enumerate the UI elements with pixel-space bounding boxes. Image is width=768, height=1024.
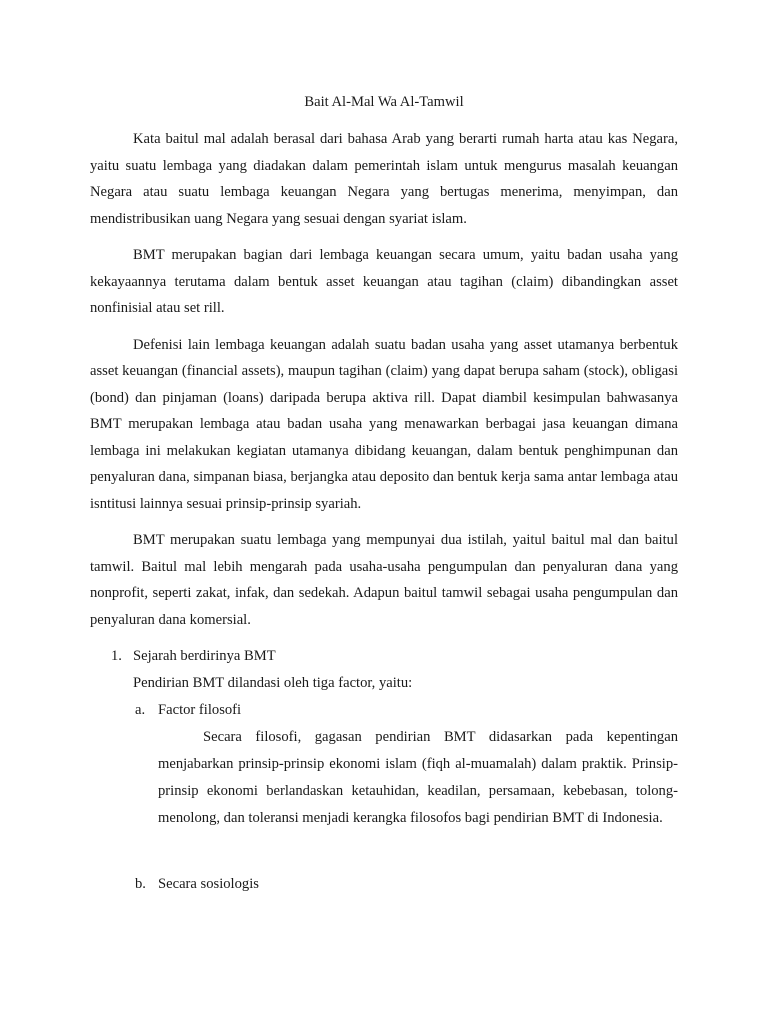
document-body: [90, 89, 678, 898]
paragraph-lembaga-keuangan: Defenisi lain lembaga keuangan adalah suatu badan usaha yang asset utamanya berbentuk asset keuangan (financial assets), maupun tagihan (claim) yang dapat berupa saham (stock), obligasi (bond) dan pinjaman (loans) daripada berupa aktiva rill. Dapat diambil kesimpulan bahwasanya BMT merupakan lembaga atau badan usaha yang menawarkan berbagai jasa keuangan dimana lembaga ini melakukan kegiatan utamanya dibidang keuangan, dalam bentuk penghimpunan dan penyaluran dana, simpanan biasa, berjangka atau deposito dan bentuk kerja sama antar lembaga atau isntitusi lainnya sesuai prinsip-prinsip syariah.: [90, 336, 678, 512]
section-number: 1.: [111, 648, 122, 664]
paragraph-baitul-mal: Kata baitul mal adalah berasal dari bahasa Arab yang berarti rumah harta atau kas Negara, yaitu suatu lembaga yang diadakan dalam pemerintah islam untuk mengurus masalah keuangan Negara atau suatu lembaga keuangan Negara yang bertugas menerima, menyimpan, dan mendistribusikan uang Negara yang sesuai dengan syariat islam.: [90, 131, 678, 227]
section-intro: Pendirian BMT dilandasi oleh tiga factor, yaitu:: [133, 674, 413, 691]
document-title: Bait Al-Mal Wa Al-Tamwil: [304, 94, 464, 110]
list-item-b-heading: [90, 871, 678, 898]
list-item-a-heading: [90, 697, 678, 724]
spacer: [90, 832, 678, 871]
list-item-a-letter: a.: [135, 701, 146, 718]
paragraph-bmt-definition: BMT merupakan bagian dari lembaga keuangan secara umum, yaitu badan usaha yang kekayaannya terutama dalam bentuk asset keuangan atau tagihan (claim) dibandingkan asset nonfinisial atau set rill.: [90, 247, 678, 316]
list-item-a-body: Secara filosofi, gagasan pendirian BMT didasarkan pada kepentingan menjabarkan prinsip-prinsip ekonomi islam (fiqh al-muamalah) dalam praktik. Prinsip-prinsip ekonomi berlandaskan ketauhidan, keadilan, persamaan, kebebasan, tolong-menolong, dan toleransi menjadi kerangka filosofos bagi pendirian BMT di Indonesia.: [158, 728, 678, 826]
list-item-b-title: Secara sosiologis: [158, 875, 259, 892]
paragraph-dua-istilah: BMT merupakan suatu lembaga yang mempunyai dua istilah, yaitul baitul mal dan baitul tamwil. Baitul mal lebih mengarah pada usaha-usaha pengumpulan dan penyaluran dana yang nonprofit, seperti zakat, infak, dan sedekah. Adapun baitul tamwil sebagai usaha pengumpulan dan penyaluran dana komersial.: [90, 532, 678, 628]
list-item-a-title: Factor filosofi: [158, 701, 242, 718]
list-item-b-letter: b.: [135, 875, 146, 892]
section-heading-text: Sejarah berdirinya BMT: [133, 648, 276, 664]
section-heading-sejarah: [90, 643, 678, 670]
